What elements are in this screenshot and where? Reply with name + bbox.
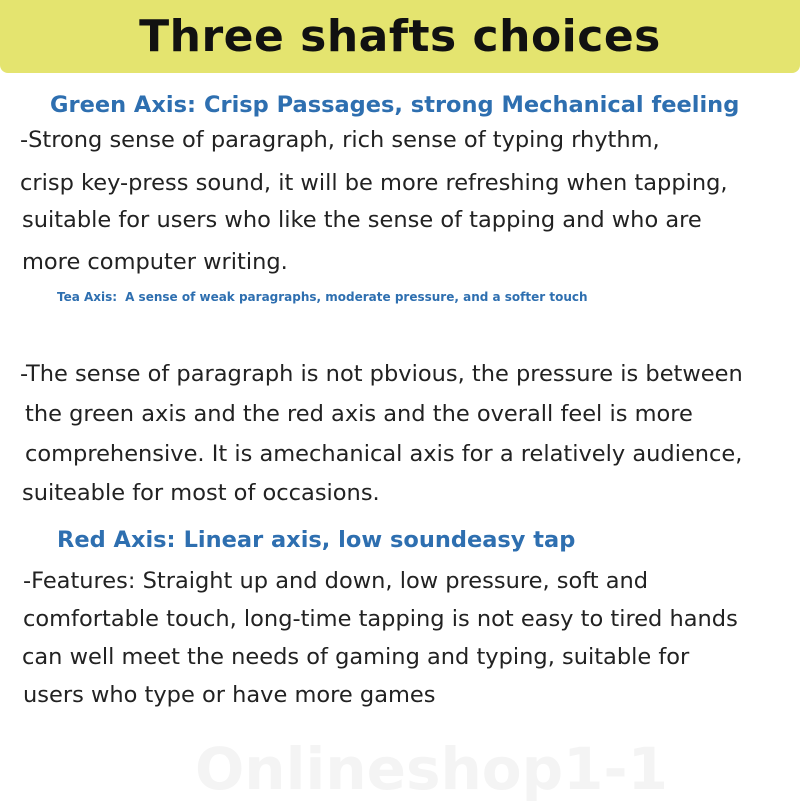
tea-axis-line-2: the green axis and the red axis and the overall feel is more: [25, 401, 693, 427]
red-axis-label: Red Axis:: [57, 527, 176, 553]
red-axis-summary: Linear axis, low soundeasy tap: [183, 527, 576, 553]
green-axis-summary: Crisp Passages, strong Mechanical feeling: [203, 92, 740, 118]
red-axis-line-1: -Features: Straight up and down, low pressure, soft and: [23, 568, 649, 594]
green-axis-line-4: more computer writing.: [22, 249, 288, 275]
tea-axis-heading: [57, 290, 797, 304]
tea-axis-line-1: -The sense of paragraph is not pbvious, the pressure is between: [20, 361, 743, 387]
tea-axis-line-4: suiteable for most of occasions.: [22, 480, 380, 506]
green-axis-heading: [50, 92, 739, 119]
red-axis-heading: [57, 527, 575, 554]
green-axis-label: Green Axis:: [50, 92, 196, 118]
green-axis-line-1: -Strong sense of paragraph, rich sense of typing rhythm,: [20, 127, 660, 153]
red-axis-line-4: users who type or have more games: [23, 682, 436, 708]
green-axis-line-3: suitable for users who like the sense of tapping and who are: [22, 207, 702, 233]
watermark: Onlineshop1-1: [195, 735, 668, 803]
green-axis-line-2: crisp key-press sound, it will be more refreshing when tapping,: [20, 170, 728, 196]
red-axis-line-2: comfortable touch, long-time tapping is not easy to tired hands: [23, 606, 738, 632]
title-banner: [0, 0, 800, 73]
tea-axis-line-3: comprehensive. It is amechanical axis for a relatively audience,: [25, 441, 743, 467]
tea-axis-summary: A sense of weak paragraphs, moderate pressure, and a softer touch: [125, 290, 588, 304]
page-title: Three shafts choices: [139, 11, 661, 62]
tea-axis-label: Tea Axis:: [57, 290, 118, 304]
red-axis-line-3: can well meet the needs of gaming and typing, suitable for: [22, 644, 690, 670]
